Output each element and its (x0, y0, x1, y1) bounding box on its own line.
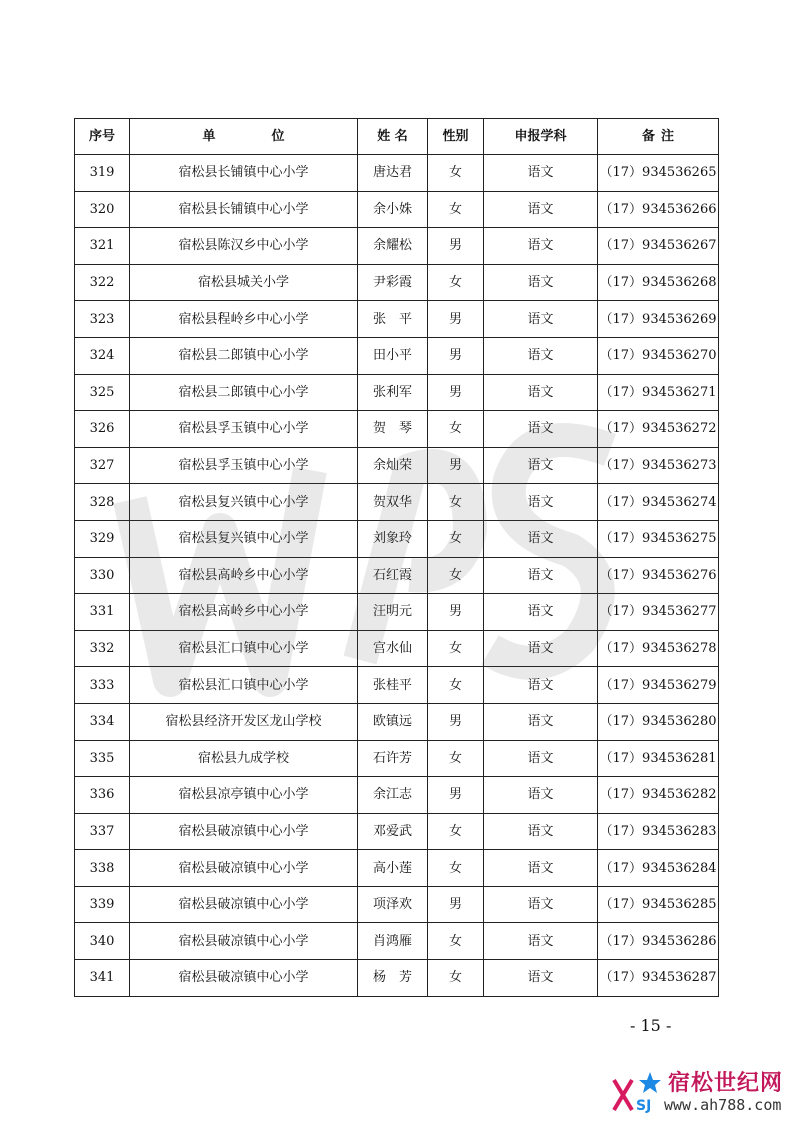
cell-subject: 语文 (484, 520, 598, 557)
cell-subject: 语文 (484, 923, 598, 960)
cell-seq: 321 (75, 228, 130, 265)
cell-unit: 宿松县破凉镇中心小学 (130, 813, 358, 850)
cell-seq: 332 (75, 630, 130, 667)
cell-name: 唐达君 (358, 155, 428, 192)
cell-gender: 女 (428, 411, 484, 448)
cell-note: （17）934536268 (598, 264, 719, 301)
cell-note: （17）934536286 (598, 923, 719, 960)
cell-name: 田小平 (358, 337, 428, 374)
cell-name: 邓爱武 (358, 813, 428, 850)
cell-unit: 宿松县长铺镇中心小学 (130, 191, 358, 228)
cell-note: （17）934536280 (598, 703, 719, 740)
cell-gender: 女 (428, 557, 484, 594)
cell-gender: 男 (428, 301, 484, 338)
cell-note: （17）934536283 (598, 813, 719, 850)
cell-unit: 宿松县经济开发区龙山学校 (130, 703, 358, 740)
cell-unit: 宿松县破凉镇中心小学 (130, 886, 358, 923)
cell-name: 汪明元 (358, 594, 428, 631)
table-row (75, 630, 719, 667)
table-row (75, 740, 719, 777)
table-body (75, 155, 719, 997)
cell-seq: 328 (75, 484, 130, 521)
cell-gender: 女 (428, 923, 484, 960)
applicant-table (74, 118, 719, 997)
cell-seq: 330 (75, 557, 130, 594)
table-row (75, 228, 719, 265)
cell-gender: 男 (428, 447, 484, 484)
cell-unit: 宿松县高岭乡中心小学 (130, 594, 358, 631)
site-logo (610, 1064, 790, 1120)
cell-note: （17）934536276 (598, 557, 719, 594)
cell-note: （17）934536272 (598, 411, 719, 448)
cell-unit: 宿松县陈汉乡中心小学 (130, 228, 358, 265)
logo-title: 宿松世纪网 (668, 1071, 784, 1096)
cell-seq: 322 (75, 264, 130, 301)
cell-name: 余江志 (358, 777, 428, 814)
header-unit-b: 位 (271, 129, 285, 144)
cell-subject: 语文 (484, 301, 598, 338)
table-row (75, 447, 719, 484)
cell-gender: 男 (428, 337, 484, 374)
cell-note: （17）934536273 (598, 447, 719, 484)
cell-gender: 女 (428, 264, 484, 301)
cell-name: 石红霞 (358, 557, 428, 594)
table-row (75, 777, 719, 814)
cell-seq: 333 (75, 667, 130, 704)
cell-subject: 语文 (484, 411, 598, 448)
cell-unit: 宿松县复兴镇中心小学 (130, 484, 358, 521)
cell-unit: 宿松县复兴镇中心小学 (130, 520, 358, 557)
cell-note: （17）934536271 (598, 374, 719, 411)
cell-note: （17）934536285 (598, 886, 719, 923)
cell-subject: 语文 (484, 228, 598, 265)
header-seq: 序号 (75, 119, 130, 155)
cell-seq: 319 (75, 155, 130, 192)
cell-subject: 语文 (484, 630, 598, 667)
cell-unit: 宿松县孚玉镇中心小学 (130, 447, 358, 484)
cell-gender: 女 (428, 813, 484, 850)
cell-name: 欧镇远 (358, 703, 428, 740)
table-row (75, 155, 719, 192)
cell-note: （17）934536265 (598, 155, 719, 192)
cell-subject: 语文 (484, 850, 598, 887)
cell-name: 高小莲 (358, 850, 428, 887)
cell-gender: 男 (428, 228, 484, 265)
cell-name: 张桂平 (358, 667, 428, 704)
cell-gender: 女 (428, 667, 484, 704)
cell-seq: 320 (75, 191, 130, 228)
cell-subject: 语文 (484, 960, 598, 997)
table-header-row (75, 119, 719, 155)
cell-unit: 宿松县凉亭镇中心小学 (130, 777, 358, 814)
cell-note: （17）934536266 (598, 191, 719, 228)
cell-seq: 324 (75, 337, 130, 374)
table-row (75, 520, 719, 557)
cell-name: 余灿荣 (358, 447, 428, 484)
logo-mark-text: SJ (636, 1098, 652, 1114)
table-row (75, 557, 719, 594)
table-row (75, 301, 719, 338)
cell-gender: 女 (428, 740, 484, 777)
cell-seq: 337 (75, 813, 130, 850)
table-row (75, 337, 719, 374)
cell-seq: 334 (75, 703, 130, 740)
cell-name: 项泽欢 (358, 886, 428, 923)
cell-seq: 325 (75, 374, 130, 411)
cell-note: （17）934536267 (598, 228, 719, 265)
cell-subject: 语文 (484, 374, 598, 411)
table-row (75, 923, 719, 960)
table-row (75, 264, 719, 301)
cell-name: 刘象玲 (358, 520, 428, 557)
cell-name: 尹彩霞 (358, 264, 428, 301)
cell-unit: 宿松县高岭乡中心小学 (130, 557, 358, 594)
cell-gender: 男 (428, 886, 484, 923)
cell-subject: 语文 (484, 155, 598, 192)
cell-unit: 宿松县九成学校 (130, 740, 358, 777)
cell-seq: 341 (75, 960, 130, 997)
cell-gender: 女 (428, 630, 484, 667)
cell-note: （17）934536269 (598, 301, 719, 338)
cell-subject: 语文 (484, 264, 598, 301)
cell-unit: 宿松县破凉镇中心小学 (130, 850, 358, 887)
cell-unit: 宿松县孚玉镇中心小学 (130, 411, 358, 448)
cell-note: （17）934536270 (598, 337, 719, 374)
cell-seq: 331 (75, 594, 130, 631)
cell-seq: 339 (75, 886, 130, 923)
cell-subject: 语文 (484, 703, 598, 740)
cell-seq: 326 (75, 411, 130, 448)
cell-gender: 男 (428, 777, 484, 814)
table-row (75, 703, 719, 740)
cell-name: 张 平 (358, 301, 428, 338)
cell-unit: 宿松县汇口镇中心小学 (130, 667, 358, 704)
cell-note: （17）934536275 (598, 520, 719, 557)
cell-unit: 宿松县二郎镇中心小学 (130, 374, 358, 411)
cell-gender: 男 (428, 703, 484, 740)
cell-subject: 语文 (484, 447, 598, 484)
cell-gender: 男 (428, 374, 484, 411)
cell-name: 张利军 (358, 374, 428, 411)
cell-unit: 宿松县破凉镇中心小学 (130, 960, 358, 997)
table-row (75, 813, 719, 850)
logo-mark-icon (610, 1070, 666, 1114)
header-name: 姓 名 (358, 119, 428, 155)
cell-subject: 语文 (484, 667, 598, 704)
cell-note: （17）934536281 (598, 740, 719, 777)
page-number: - 15 - (630, 1016, 672, 1035)
cell-note: （17）934536284 (598, 850, 719, 887)
cell-subject: 语文 (484, 484, 598, 521)
cell-name: 贺 琴 (358, 411, 428, 448)
cell-unit: 宿松县长铺镇中心小学 (130, 155, 358, 192)
table-row (75, 411, 719, 448)
cell-seq: 338 (75, 850, 130, 887)
cell-note: （17）934536277 (598, 594, 719, 631)
header-note-b: 注 (661, 129, 675, 144)
cell-unit: 宿松县城关小学 (130, 264, 358, 301)
logo-url: www.ah788.com (664, 1096, 782, 1114)
cell-unit: 宿松县汇口镇中心小学 (130, 630, 358, 667)
cell-seq: 327 (75, 447, 130, 484)
cell-name: 杨 芳 (358, 960, 428, 997)
cell-note: （17）934536278 (598, 630, 719, 667)
cell-seq: 340 (75, 923, 130, 960)
header-gender: 性别 (428, 119, 484, 155)
cell-seq: 336 (75, 777, 130, 814)
table-row (75, 484, 719, 521)
cell-gender: 女 (428, 960, 484, 997)
cell-unit: 宿松县程岭乡中心小学 (130, 301, 358, 338)
cell-subject: 语文 (484, 191, 598, 228)
header-note-a: 备 (641, 129, 655, 144)
cell-note: （17）934536282 (598, 777, 719, 814)
cell-gender: 女 (428, 850, 484, 887)
cell-gender: 女 (428, 484, 484, 521)
cell-seq: 335 (75, 740, 130, 777)
cell-subject: 语文 (484, 813, 598, 850)
cell-name: 贺双华 (358, 484, 428, 521)
header-subject: 申报学科 (484, 119, 598, 155)
cell-note: （17）934536287 (598, 960, 719, 997)
cell-subject: 语文 (484, 777, 598, 814)
cell-name: 余小姝 (358, 191, 428, 228)
header-note (598, 119, 719, 155)
cell-unit: 宿松县二郎镇中心小学 (130, 337, 358, 374)
cell-gender: 女 (428, 155, 484, 192)
table-row (75, 594, 719, 631)
table-row (75, 850, 719, 887)
cell-name: 肖鸿雁 (358, 923, 428, 960)
table-row (75, 667, 719, 704)
header-unit (130, 119, 358, 155)
cell-name: 余耀松 (358, 228, 428, 265)
cell-note: （17）934536274 (598, 484, 719, 521)
cell-unit: 宿松县破凉镇中心小学 (130, 923, 358, 960)
table-row (75, 191, 719, 228)
cell-subject: 语文 (484, 557, 598, 594)
cell-subject: 语文 (484, 337, 598, 374)
cell-note: （17）934536279 (598, 667, 719, 704)
table-row (75, 374, 719, 411)
cell-gender: 女 (428, 520, 484, 557)
cell-seq: 323 (75, 301, 130, 338)
cell-name: 石许芳 (358, 740, 428, 777)
cell-seq: 329 (75, 520, 130, 557)
cell-subject: 语文 (484, 594, 598, 631)
cell-subject: 语文 (484, 740, 598, 777)
cell-subject: 语文 (484, 886, 598, 923)
cell-name: 宫水仙 (358, 630, 428, 667)
header-unit-a: 单 (202, 129, 216, 144)
table-row (75, 960, 719, 997)
cell-gender: 男 (428, 594, 484, 631)
cell-gender: 女 (428, 191, 484, 228)
table-row (75, 886, 719, 923)
